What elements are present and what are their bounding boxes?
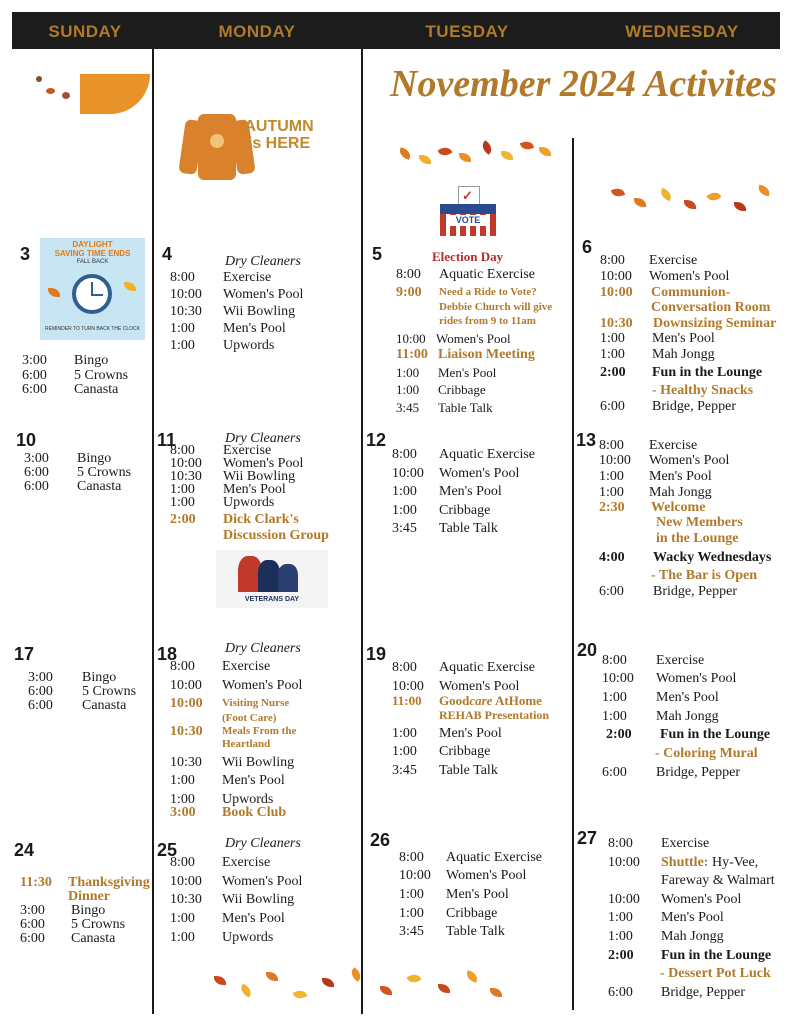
header-wednesday: WEDNESDAY [625,22,739,41]
day-number: 19 [366,644,387,664]
day-number: 12 [366,430,387,450]
weekday-header [12,12,780,49]
day-number: 11 [157,430,177,450]
daylight-saving-illustration [40,238,145,340]
day-number: 24 [14,840,35,860]
day-number: 17 [14,644,35,664]
vote-ballot-box-illustration: ✓ VOTE [436,186,502,248]
election-day-caption: Election Day [432,249,504,264]
day-number: 25 [157,840,178,860]
header-sunday: SUNDAY [48,22,122,41]
day-number: 26 [370,830,391,850]
dst-reminder: REMINDER TO TURN BACK THE CLOCK [45,326,140,332]
event-item: in the Lounge [656,531,739,546]
event-item: Fareway & Walmart [661,873,775,888]
day-number: 5 [372,244,383,264]
day-number: 10 [16,430,37,450]
event-item: - The Bar is Open [651,568,758,583]
event-item: REHAB Presentation [439,708,550,722]
column-divider [572,138,574,1010]
event-item: Dry Cleaners [225,836,301,851]
day-number: 4 [162,244,173,264]
event-item: Dry Cleaners [225,254,301,269]
event-item: Debbie Church will give [439,301,553,313]
header-tuesday: TUESDAY [425,22,509,41]
event-item: Dry Cleaners [225,431,301,446]
event-item: Conversation Room [651,300,771,315]
day-number: 6 [582,237,593,257]
event-item: - Coloring Mural [655,746,758,761]
event-item: (Foot Care) [222,712,277,724]
dst-title: DAYLIGHT [72,240,113,249]
event-item: - Dessert Pot Luck [660,966,771,981]
vote-badge: VOTE [450,215,486,226]
day-number: 20 [577,640,598,660]
leaf-garland [610,178,785,218]
event-item: Heartland [222,738,271,750]
dst-subtitle: SAVING TIME ENDS [54,249,131,258]
event-item: Dry Cleaners [225,641,301,656]
event-item: rides from 9 to 11am [439,315,536,327]
day-number: 13 [576,430,597,450]
leaf-garland [210,962,510,1008]
event-item: Dinner [68,889,110,904]
event-item: Discussion Group [223,528,329,543]
day-number: 18 [157,644,178,664]
pumpkin-pie-illustration [28,70,128,120]
day-number: 3 [20,244,31,264]
autumn-here-text: AUTUMN is HERE [244,118,314,152]
column-divider [152,49,154,1014]
leaf-garland [395,135,555,169]
dst-fall-back: FALL BACK [76,259,109,265]
page-title: November 2024 Activites [390,63,777,105]
day-number: 27 [577,828,598,848]
autumn-sweater-illustration [180,108,320,188]
event-item: New Members [656,515,743,530]
header-monday: MONDAY [218,22,296,41]
event-item: - Healthy Snacks [652,383,754,398]
veterans-day-illustration [216,550,328,608]
column-divider [361,49,363,1014]
veterans-day-caption: VETERANS DAY [244,596,300,603]
